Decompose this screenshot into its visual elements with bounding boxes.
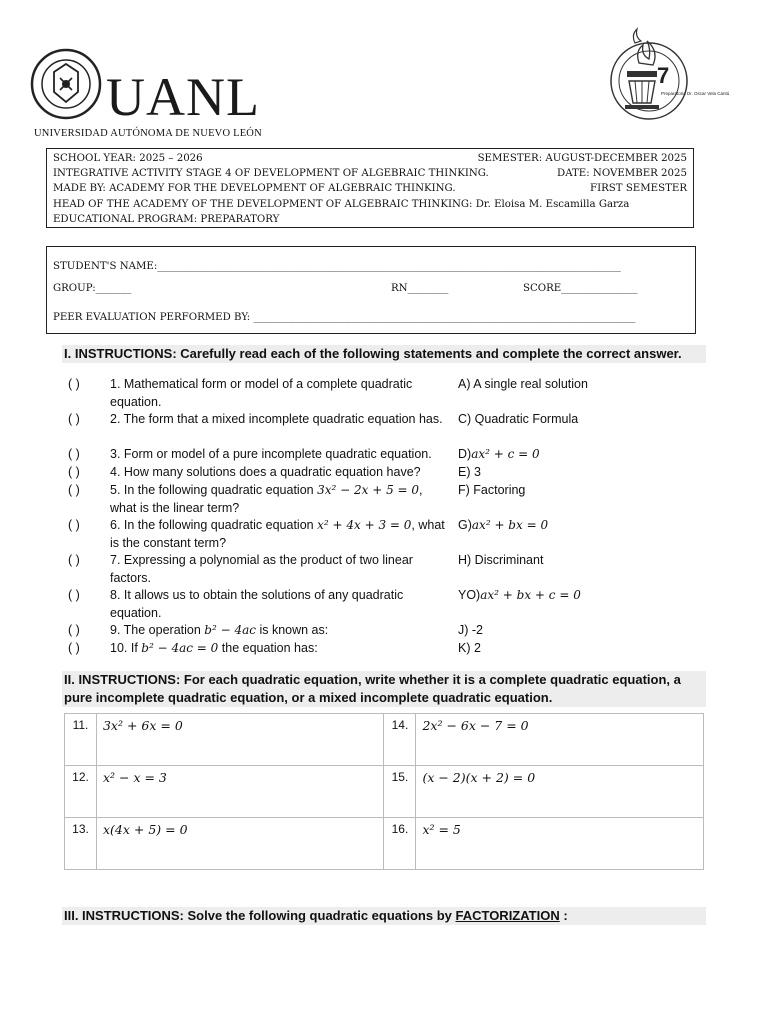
answer-option: A) A single real solution <box>458 377 588 391</box>
activity-title: INTEGRATIVE ACTIVITY STAGE 4 OF DEVELOPMENT OF ALGEBRAIC THINKING. <box>53 168 489 180</box>
equation: (x − 2)(x + 2) = 0 <box>422 770 536 785</box>
question-text-end: is known as: <box>255 623 329 637</box>
section-1-instructions: I. INSTRUCTIONS: Carefully read each of the following statements and complete the correct answer. <box>62 345 706 363</box>
student-name-field[interactable]: STUDENT'S NAME:___________________________________________________________________________________________ <box>53 261 621 272</box>
answer-parentheses[interactable]: ( ) <box>68 447 80 461</box>
option-math: ax² + bx = 0 <box>471 518 549 532</box>
group-field[interactable]: GROUP:_______ <box>53 283 132 294</box>
option-math: ax² + c = 0 <box>471 447 540 461</box>
question-text-start: 9. The operation <box>110 623 205 637</box>
answer-option: J) -2 <box>458 623 483 637</box>
question-text: 2. The form that a mixed incomplete quadratic equation has. <box>110 412 443 426</box>
first-semester: FIRST SEMESTER <box>590 183 687 195</box>
question-text-end: , what is the constant term? <box>110 518 445 550</box>
equation-cell[interactable] <box>96 714 384 766</box>
item-number: 16. <box>384 818 416 870</box>
question-text-end: the equation has: <box>218 641 318 655</box>
equation-cell[interactable] <box>416 714 704 766</box>
section-3-instructions <box>62 907 706 925</box>
equation-cell[interactable] <box>96 818 384 870</box>
question-math: x² + 4x + 3 = 0 <box>317 518 412 532</box>
equation-cell[interactable] <box>96 766 384 818</box>
student-info-box <box>46 246 696 334</box>
answer-parentheses[interactable]: ( ) <box>68 518 80 532</box>
school-year: SCHOOL YEAR: 2025 – 2026 <box>53 153 203 164</box>
question-math: 3x² − 2x + 5 = 0 <box>317 483 420 497</box>
table-row <box>65 714 704 766</box>
academy-head: HEAD OF THE ACADEMY OF THE DEVELOPMENT OF ALGEBRAIC THINKING: Dr. Eloisa M. Escamilla Garza <box>53 198 630 210</box>
score-field[interactable]: SCORE_______________ <box>523 283 638 294</box>
question-math: b² − 4ac = 0 <box>141 641 219 655</box>
question-text <box>110 640 450 658</box>
question-text-start: 10. If <box>110 641 142 655</box>
table-row <box>65 766 704 818</box>
equation-cell[interactable] <box>416 766 704 818</box>
brand-name: UANL <box>106 67 260 127</box>
answer-parentheses[interactable]: ( ) <box>68 377 80 391</box>
educational-program: EDUCATIONAL PROGRAM: PREPARATORY <box>53 213 280 225</box>
answer-option <box>458 587 581 605</box>
date: DATE: NOVEMBER 2025 <box>557 168 687 180</box>
equation: 2x² − 6x − 7 = 0 <box>422 718 529 733</box>
question-text <box>110 622 450 640</box>
answer-option: H) Discriminant <box>458 553 544 567</box>
section-3-suffix: : <box>559 908 568 923</box>
answer-parentheses[interactable]: ( ) <box>68 641 80 655</box>
item-number: 12. <box>65 766 97 818</box>
rn-field[interactable]: RN________ <box>391 283 449 294</box>
equation-cell[interactable] <box>416 818 704 870</box>
option-letter: D) <box>458 447 472 461</box>
question-math: b² − 4ac <box>204 623 256 637</box>
equation: x² = 5 <box>422 822 461 837</box>
section-3-text: III. INSTRUCTIONS: Solve the following quadratic equations by <box>64 908 456 923</box>
equation: x(4x + 5) = 0 <box>102 822 188 837</box>
answer-option <box>458 517 548 535</box>
question-text <box>110 482 450 517</box>
answer-parentheses[interactable]: ( ) <box>68 553 80 567</box>
brand-subtitle: UNIVERSIDAD AUTÓNOMA DE NUEVO LEÓN <box>34 128 262 139</box>
answer-parentheses[interactable]: ( ) <box>68 623 80 637</box>
question-text-start: 6. In the following quadratic equation <box>110 518 318 532</box>
answer-parentheses[interactable]: ( ) <box>68 465 80 479</box>
item-number: 15. <box>384 766 416 818</box>
answer-parentheses[interactable]: ( ) <box>68 483 80 497</box>
question-text: 7. Expressing a polynomial as the product of two linear factors. <box>110 553 413 585</box>
section-2-instructions: II. INSTRUCTIONS: For each quadratic equation, write whether it is a complete quadratic equation, a pure incomplete quadratic equation, or a mixed incomplete quadratic equation. <box>62 671 706 707</box>
equation: x² − x = 3 <box>102 770 167 785</box>
equation-table <box>64 713 704 870</box>
equation: 3x² + 6x = 0 <box>102 718 183 733</box>
question-text-end: , what is the linear term? <box>110 483 423 515</box>
table-row <box>65 818 704 870</box>
uanl-seal-logo <box>30 48 102 120</box>
question-text-start: 5. In the following quadratic equation <box>110 483 318 497</box>
question-text: 8. It allows us to obtain the solutions of any quadratic equation. <box>110 588 404 620</box>
question-text: 3. Form or model of a pure incomplete quadratic equation. <box>110 447 432 461</box>
option-letter: YO) <box>458 588 481 602</box>
course-info-box <box>46 148 694 228</box>
item-number: 13. <box>65 818 97 870</box>
made-by: MADE BY: ACADEMY FOR THE DEVELOPMENT OF ALGEBRAIC THINKING. <box>53 183 456 195</box>
seal-number: 7 <box>657 63 670 88</box>
seal-school-name: Preparatoria Dr. Oscar Vela Cantú <box>661 91 730 96</box>
item-number: 11. <box>65 714 97 766</box>
answer-parentheses[interactable]: ( ) <box>68 412 80 426</box>
preparatory-7-seal-logo <box>605 25 730 143</box>
answer-parentheses[interactable]: ( ) <box>68 588 80 602</box>
option-letter: G) <box>458 518 472 532</box>
answer-option: F) Factoring <box>458 483 526 497</box>
question-text: 1. Mathematical form or model of a complete quadratic equation. <box>110 377 413 409</box>
semester: SEMESTER: AUGUST-DECEMBER 2025 <box>477 153 687 164</box>
answer-option: C) Quadratic Formula <box>458 412 579 426</box>
section-3-emphasis: FACTORIZATION <box>455 908 560 923</box>
answer-option <box>458 446 540 464</box>
peer-evaluation-field[interactable]: PEER EVALUATION PERFORMED BY: ___________________________________________________________________________ <box>53 312 636 323</box>
question-text <box>110 517 450 552</box>
question-text: 4. How many solutions does a quadratic equation have? <box>110 465 421 479</box>
answer-option: E) 3 <box>458 465 481 479</box>
answer-option: K) 2 <box>458 641 481 655</box>
item-number: 14. <box>384 714 416 766</box>
option-math: ax² + bx + c = 0 <box>480 588 581 602</box>
